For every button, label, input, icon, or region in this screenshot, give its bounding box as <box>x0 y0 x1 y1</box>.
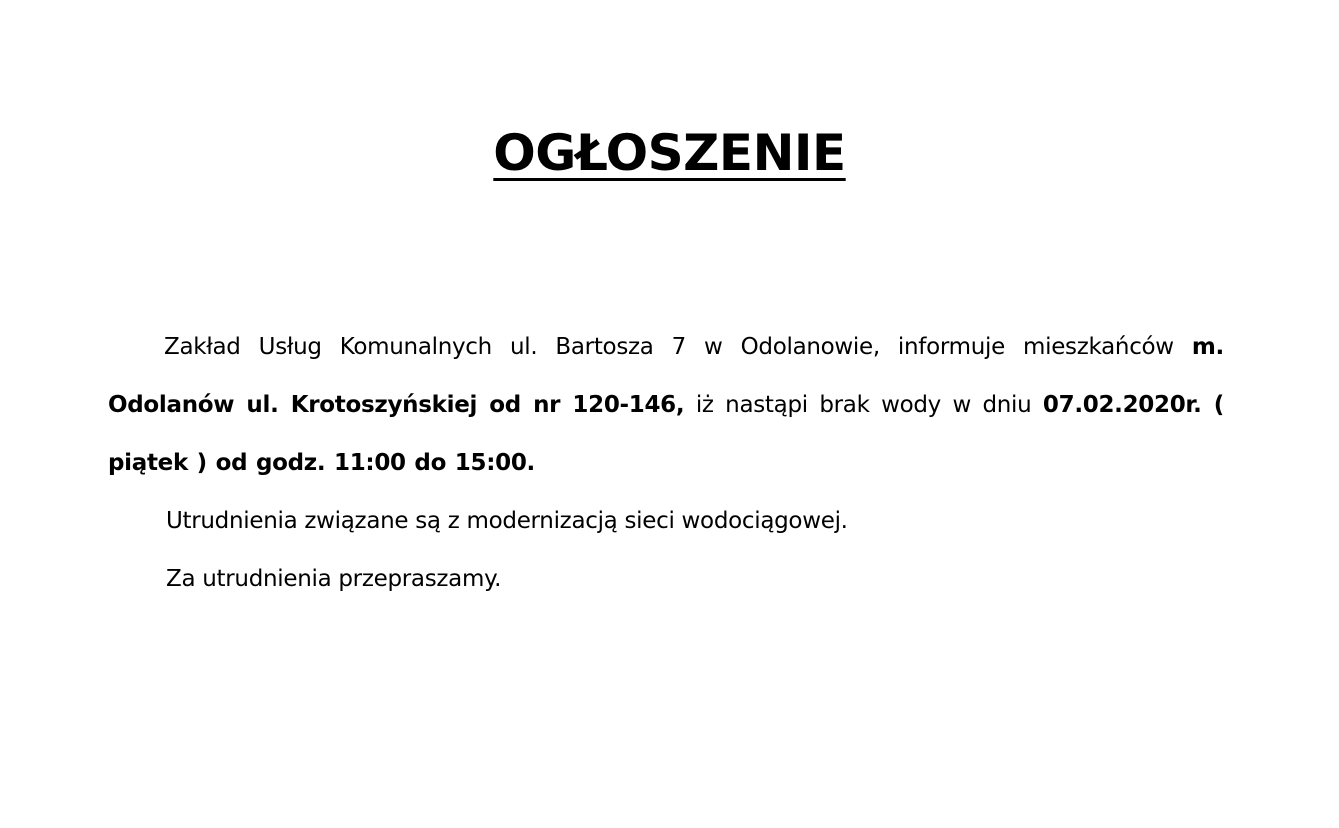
announcement-paragraph-reason: Utrudnienia związane są z modernizacją sieci wodociągowej. <box>166 508 848 534</box>
page-title: OGŁOSZENIE <box>493 124 846 182</box>
datetime-text: 07.02.2020r. ( piątek ) od godz. 11:00 do 15:00. <box>108 392 1225 476</box>
announcement-paragraph-apology: Za utrudnienia przepraszamy. <box>166 566 502 592</box>
location-text: m. Odolanów ul. Krotoszyńskiej od nr 120-146, <box>108 334 1224 418</box>
announcement-body <box>108 318 1224 608</box>
announcement-paragraph-main <box>108 318 1224 492</box>
intro-text: Zakład Usług Komunalnych ul. Bartosza 7 w Odolanowie, informuje mieszkańców <box>164 334 1192 360</box>
middle-text: iż nastąpi brak wody w dniu <box>684 392 1043 418</box>
